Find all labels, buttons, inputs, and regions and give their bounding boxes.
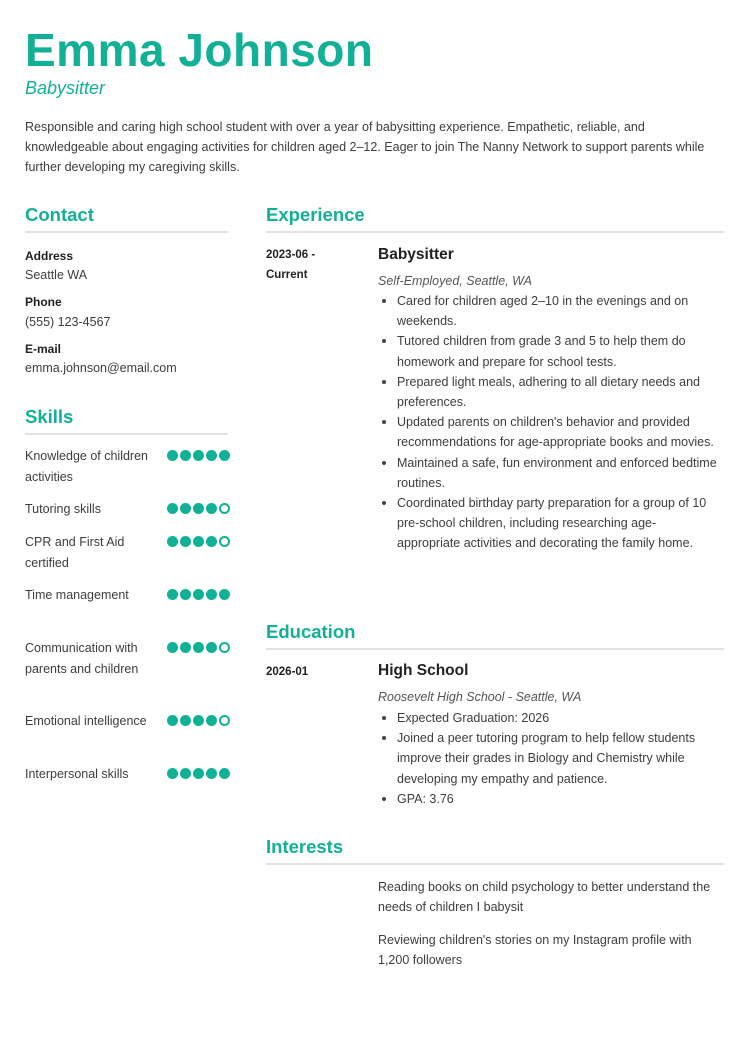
skill-rating (167, 642, 230, 653)
candidate-role: Babysitter (25, 78, 106, 98)
profile-summary: Responsible and caring high school student with over a year of babysitting experience. Empathetic, reliable, and knowledgeable about engaging activities for children aged 2–12. Eager to join The Nanny Network to support parents while further developing my caregiving skills. (25, 120, 705, 174)
list-item: Expected Graduation: 2026 (378, 708, 718, 728)
rating-dot-filled (180, 450, 191, 461)
list-item: Updated parents on children's behavior and provided recommendations for age-appropriate books and movies. (378, 412, 718, 452)
address-value: Seattle WA (25, 268, 88, 282)
skill-name: CPR and First Aid certified (25, 535, 125, 570)
rating-dot-filled (219, 768, 230, 779)
rating-dot-filled (193, 642, 204, 653)
rating-dot-filled (206, 589, 217, 600)
experience-date (266, 245, 315, 285)
list-item: Joined a peer tutoring program to help fellow students improve their grades in Biology and Chemistry while developing my empathy and patience. (378, 728, 718, 789)
skill-name: Emotional intelligence (25, 714, 147, 728)
rating-dot-filled (206, 715, 217, 726)
experience-employer: Self-Employed, Seattle, WA (378, 274, 533, 288)
list-item: Cared for children aged 2–10 in the evenings and on weekends. (378, 291, 718, 331)
phone-value: (555) 123-4567 (25, 315, 111, 329)
experience-heading: Experience (266, 204, 724, 233)
rating-dot-filled (167, 715, 178, 726)
skill-item (25, 638, 230, 679)
rating-dot-filled (180, 503, 191, 514)
skill-rating (167, 768, 230, 779)
skill-item (25, 711, 230, 732)
skill-rating (167, 450, 230, 461)
rating-dot-filled (193, 768, 204, 779)
education-title: High School (378, 662, 469, 679)
rating-dot-filled (206, 503, 217, 514)
experience-date-end: Current (266, 269, 308, 281)
interests-heading: Interests (266, 836, 724, 865)
skills-heading: Skills (25, 406, 228, 435)
rating-dot-filled (167, 589, 178, 600)
education-bullets (378, 708, 718, 809)
education-date: 2026-01 (266, 666, 309, 678)
contact-heading: Contact (25, 204, 228, 233)
list-item: GPA: 3.76 (378, 789, 718, 809)
rating-dot-filled (180, 589, 191, 600)
rating-dot-filled (180, 768, 191, 779)
rating-dot-filled (193, 503, 204, 514)
rating-dot-filled (193, 450, 204, 461)
rating-dot-empty (219, 503, 230, 514)
rating-dot-filled (219, 450, 230, 461)
skill-rating (167, 536, 230, 547)
rating-dot-empty (219, 536, 230, 547)
skill-item (25, 499, 230, 520)
skill-name: Interpersonal skills (25, 767, 129, 781)
list-item: Coordinated birthday party preparation for a group of 10 pre-school children, including researching age-appropriate activities and decorating the family home. (378, 493, 718, 554)
rating-dot-filled (167, 503, 178, 514)
rating-dot-filled (180, 642, 191, 653)
skill-item (25, 532, 230, 573)
skill-item (25, 764, 230, 785)
rating-dot-filled (193, 715, 204, 726)
candidate-name: Emma Johnson (25, 24, 374, 76)
skill-rating (167, 715, 230, 726)
interest-item: Reading books on child psychology to better understand the needs of children I babysit (378, 880, 711, 915)
rating-dot-empty (219, 642, 230, 653)
rating-dot-filled (193, 536, 204, 547)
email-label: E-mail (25, 342, 62, 356)
education-heading: Education (266, 621, 724, 650)
rating-dot-filled (180, 715, 191, 726)
skill-name: Time management (25, 588, 129, 602)
rating-dot-filled (206, 536, 217, 547)
skill-rating (167, 503, 230, 514)
rating-dot-filled (167, 768, 178, 779)
skill-name: Tutoring skills (25, 502, 101, 516)
skill-item (25, 585, 230, 606)
rating-dot-filled (167, 536, 178, 547)
experience-title: Babysitter (378, 246, 454, 263)
rating-dot-filled (206, 642, 217, 653)
rating-dot-filled (219, 589, 230, 600)
skill-item (25, 446, 230, 487)
rating-dot-filled (193, 589, 204, 600)
rating-dot-filled (167, 450, 178, 461)
list-item: Maintained a safe, fun environment and enforced bedtime routines. (378, 453, 718, 493)
skill-rating (167, 589, 230, 600)
skill-name: Knowledge of children activities (25, 449, 148, 484)
interest-item: Reviewing children's stories on my Instagram profile with 1,200 followers (378, 933, 692, 968)
education-school: Roosevelt High School - Seattle, WA (378, 690, 582, 704)
phone-label: Phone (25, 295, 62, 309)
email-value: emma.johnson@email.com (25, 361, 177, 375)
address-label: Address (25, 249, 74, 263)
rating-dot-filled (180, 536, 191, 547)
list-item: Tutored children from grade 3 and 5 to help them do homework and prepare for school tests. (378, 331, 718, 371)
list-item: Prepared light meals, adhering to all dietary needs and preferences. (378, 372, 718, 412)
rating-dot-filled (206, 450, 217, 461)
rating-dot-filled (206, 768, 217, 779)
experience-date-start: 2023-06 - (266, 249, 316, 261)
rating-dot-empty (219, 715, 230, 726)
skill-name: Communication with parents and children (25, 641, 139, 676)
rating-dot-filled (167, 642, 178, 653)
experience-bullets (378, 291, 718, 554)
